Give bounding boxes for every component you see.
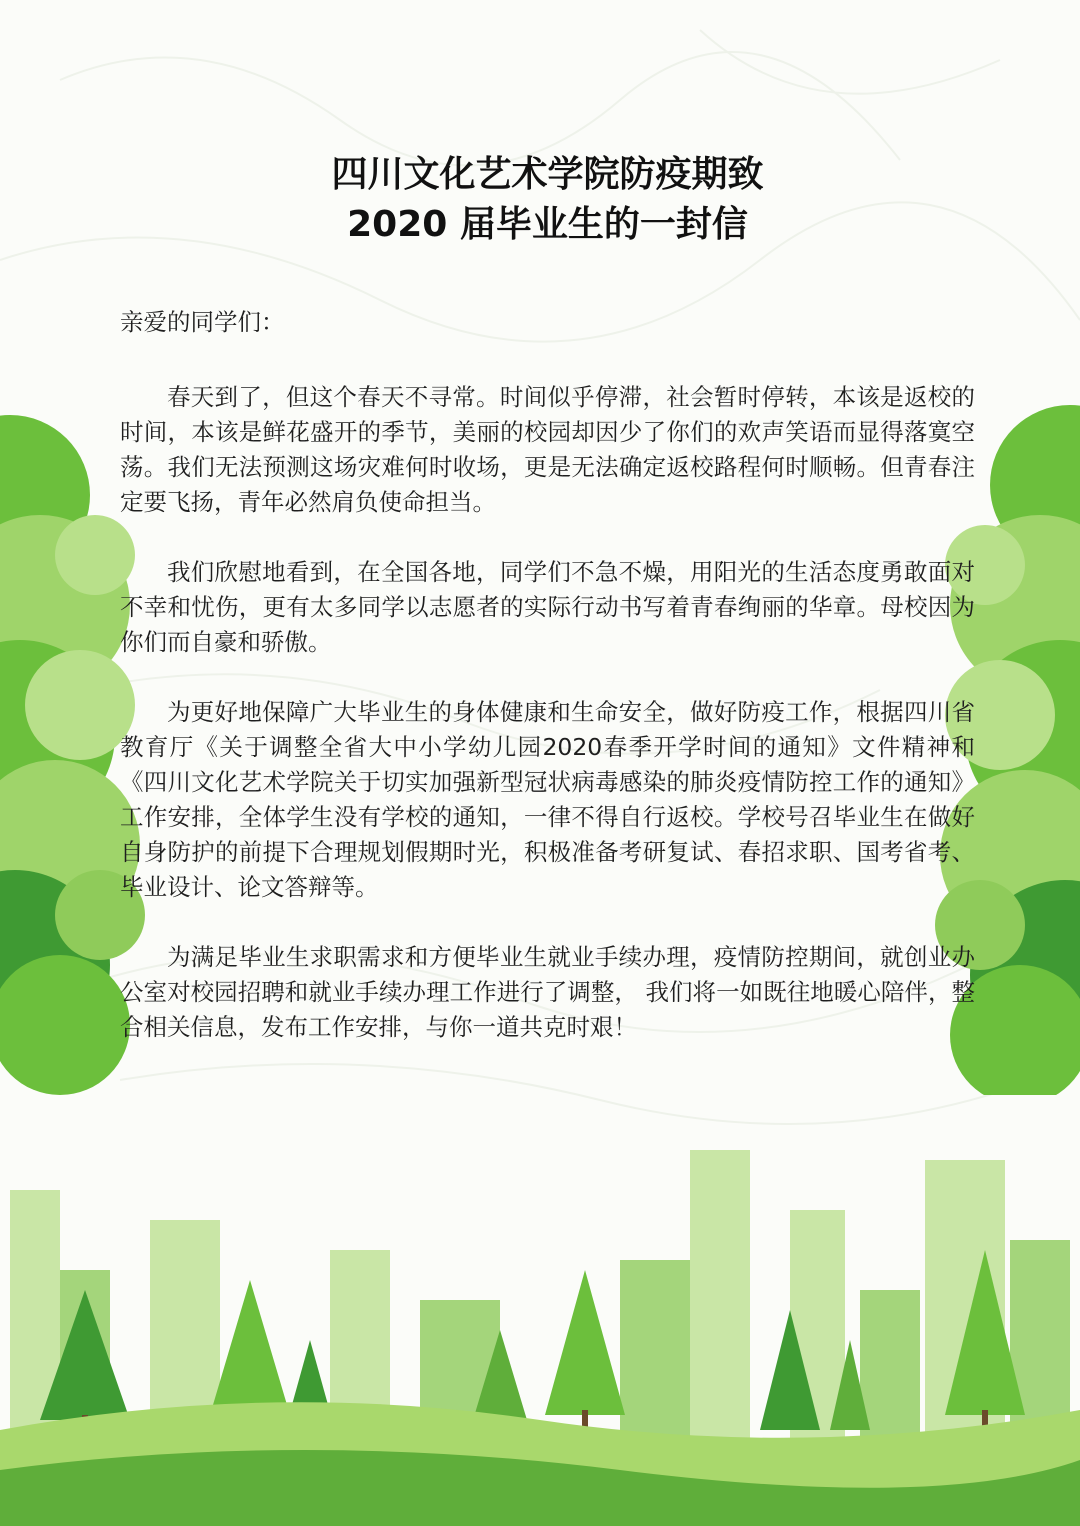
city-skyline-icon <box>0 1130 1080 1526</box>
paragraph-3: 为更好地保障广大毕业生的身体健康和生命安全，做好防疫工作，根据四川省教育厅《关于调整全省大中小学幼儿园2020春季开学时间的通知》文件精神和《四川文化艺术学院关于切实加强新型冠状病毒感染的肺炎疫情防控工作的通知》工作安排，全体学生没有学校的通知，一律不得自行返校。学校号召毕业生在做好自身防护的前提下合理规划假期时光，积极准备考研复试、春招求职、国考省考、毕业设计、论文答辩等。 <box>120 698 975 901</box>
greeting: 亲爱的同学们： <box>120 308 285 336</box>
paragraph-1: 春天到了，但这个春天不寻常。时间似乎停滞，社会暂时停转，本该是返校的时间，本该是鲜花盛开的季节，美丽的校园却因少了你们的欢声笑语而显得落寞空荡。我们无法预测这场灾难何时收场，更是无法确定返校路程何时顺畅。但青春注定要飞扬，青年必然肩负使命担当。 <box>120 383 975 516</box>
paragraph-4: 为满足毕业生求职需求和方便毕业生就业手续办理，疫情防控期间，就创业办公室对校园招聘和就业手续办理工作进行了调整， 我们将一如既往地暖心陪伴，整合相关信息，发布工作安排，与你一道共克时艰！ <box>120 943 975 1041</box>
title-line-2: 2020 届毕业生的一封信 <box>347 204 748 245</box>
paragraph-2: 我们欣慰地看到，在全国各地，同学们不急不燥，用阳光的生活态度勇敢面对不幸和忧伤，更有太多同学以志愿者的实际行动书写着青春绚丽的华章。母校因为你们而自豪和骄傲。 <box>120 558 975 656</box>
title-line-1: 四川文化艺术学院防疫期致 <box>331 154 764 195</box>
letter <box>120 150 975 1080</box>
letter-title <box>120 150 975 250</box>
